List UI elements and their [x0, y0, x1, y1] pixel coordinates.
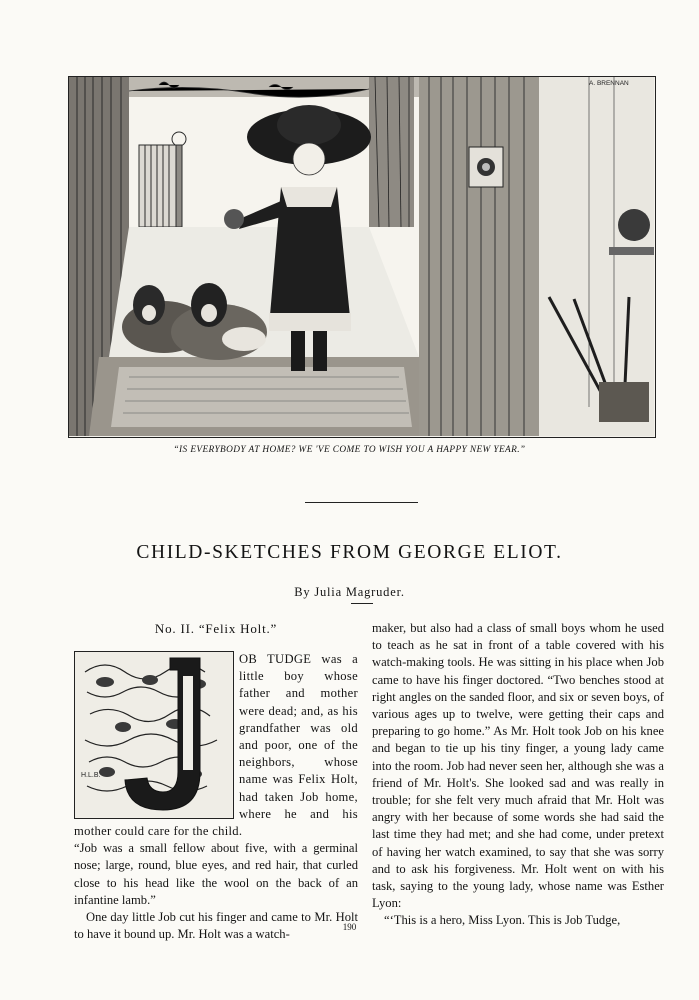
- artist-signature: A. BRENNAN: [589, 80, 629, 87]
- page-number: 190: [342, 922, 357, 932]
- left-column: [74, 620, 358, 943]
- dropcap-illustration: [74, 651, 234, 819]
- dropcap-initials: H.L.B.: [81, 772, 101, 779]
- open-door: [419, 77, 539, 436]
- opening-paragraph: OB TUDGE was a little boy whose father and mother were dead; and, as his grandfather was old and poor, one of the neighbors, whose name was Felix Holt, had taken Job home, where he and his mother could care for the child.: [74, 652, 358, 839]
- section-divider: [305, 502, 418, 503]
- byline: By Julia Magruder.: [294, 585, 405, 599]
- article-title: CHILD-SKETCHES FROM GEORGE ELIOT.: [136, 542, 563, 563]
- hallway: [539, 77, 654, 436]
- illustration-caption: “IS EVERYBODY AT HOME? WE 'VE COME TO WISH YOU A HAPPY NEW YEAR.”: [173, 445, 526, 455]
- right-paragraph-2: “‘This is a hero, Miss Lyon. This is Job Tudge,: [384, 913, 621, 928]
- right-column: [372, 620, 664, 930]
- illustration: [68, 76, 656, 438]
- section-heading: No. II. “Felix Holt.”: [154, 621, 278, 636]
- doormat: [89, 357, 429, 436]
- byline-underline: [351, 603, 373, 604]
- right-paragraph-1: maker, but also had a class of small boys whom he used to teach as he sat in front of a table covered with his watch-making tools. He was sitting in his place when Job came to have his finger doctored. “Two benches stood at right angles on the sanded floor, and six or seven boys, of various ages up to twelve, were getting their caps and preparing to go home.” As Mr. Holt took Job on his knee and began to tie up his tiny finger, a young lady came into the room. Job had never seen her, although she was a friend of Mr. Holt's. She looked sad and was really in trouble; for she felt very much afraid that Mr. Holt was angry with her because of some words she had said the last time they had met; and she had come, under pretext of having her watch examined, to say that she was sorry and to ask his forgiveness. Mr. Holt went on with his task, saying to the young lady, whose name was Esther Lyon:: [372, 621, 664, 911]
- garden-gate: [139, 132, 186, 227]
- paragraph-2: One day little Job cut his finger and came to Mr. Holt to have it bound up. Mr. Holt was a watch-: [74, 910, 358, 942]
- tree: [369, 77, 414, 227]
- paragraph-1: “Job was a small fellow about five, with a germinal nose; large, round, blue eyes, and red hair, that curled close to his head like the wool on the back of an infantine lamb.”: [74, 841, 358, 907]
